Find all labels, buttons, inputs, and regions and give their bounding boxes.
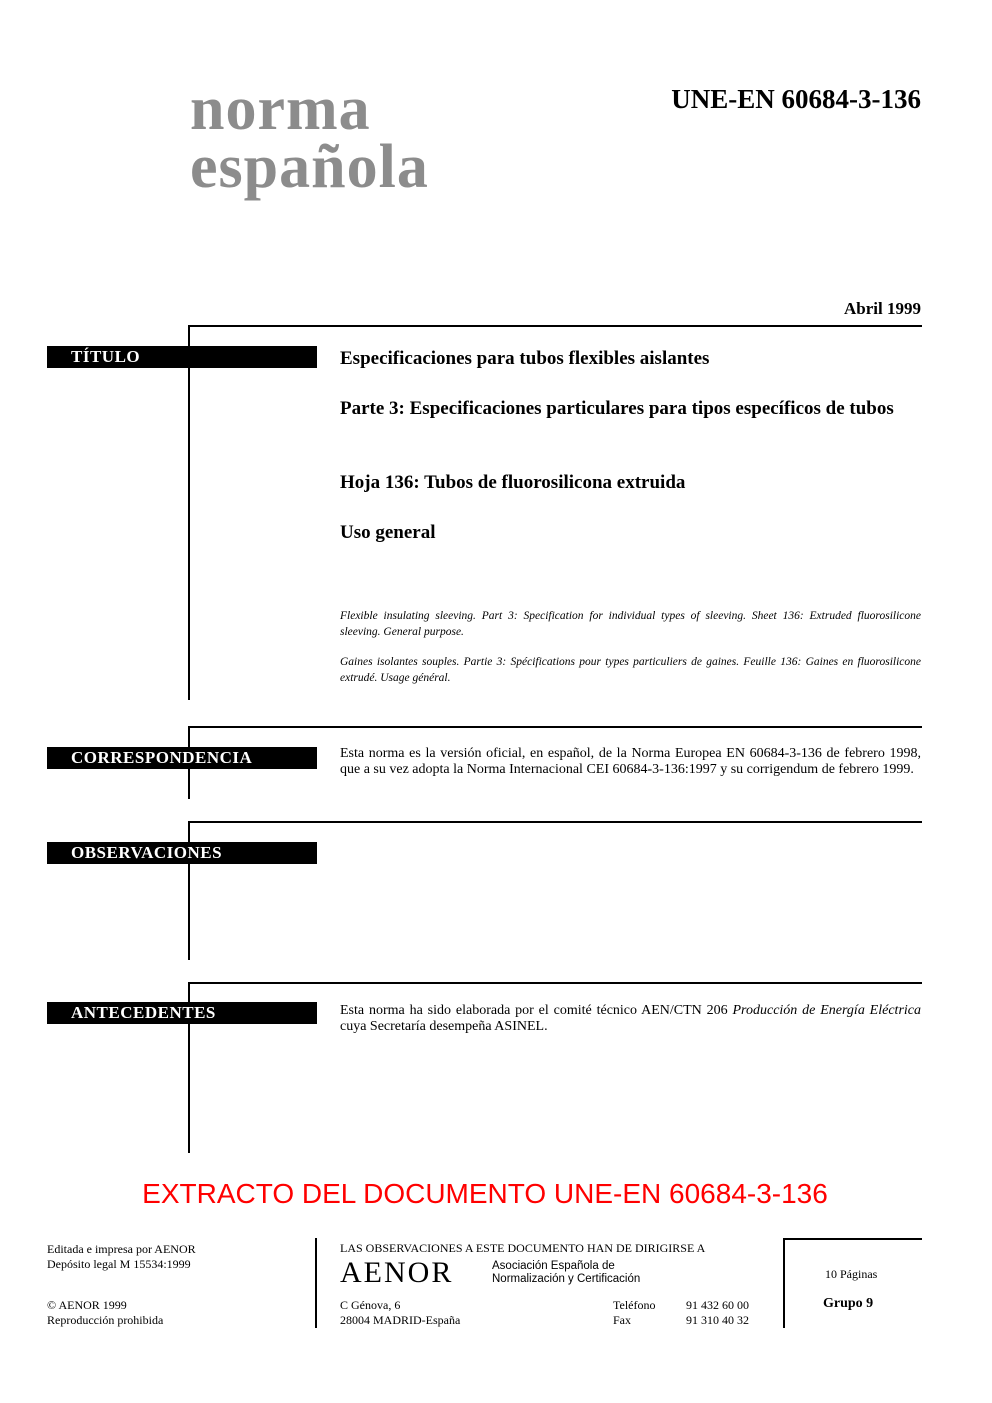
footer-divider (315, 1238, 317, 1328)
title-english: Flexible insulating sleeving. Part 3: Specification for individual types of sleeving. Sheet 136: Extruded fluorosilicone sleeving. General purpose. (340, 610, 921, 638)
extract-notice: EXTRACTO DEL DOCUMENTO UNE-EN 60684-3-136 (142, 1178, 828, 1209)
address-city: 28004 MADRID-España (340, 1313, 461, 1327)
section-label-antecedentes: ANTECEDENTES (47, 1002, 317, 1024)
document-sheet: Hoja 136: Tubos de fluorosilicona extruida (340, 472, 686, 493)
phone-label: Teléfono (613, 1298, 656, 1312)
section-divider (188, 821, 922, 823)
aenor-logo: AENOR (340, 1256, 454, 1289)
publication-date: Abril 1999 (844, 299, 921, 318)
section-label-correspondencia: CORRESPONDENCIA (47, 747, 317, 769)
footer-box-top (783, 1238, 922, 1240)
section-label-observaciones: OBSERVACIONES (47, 842, 317, 864)
address-street: C Génova, 6 (340, 1298, 401, 1312)
committee-name: Producción de Energía Eléctrica (732, 1003, 921, 1018)
legal-deposit: Depósito legal M 15534:1999 (47, 1257, 191, 1271)
section-divider (188, 325, 922, 327)
phone-number: 91 432 60 00 (686, 1298, 749, 1312)
edited-by: Editada e impresa por AENOR (47, 1242, 196, 1256)
section-label-titulo: TÍTULO (47, 346, 317, 368)
copyright: © AENOR 1999 (47, 1298, 127, 1312)
aenor-full-name-line-1: Asociación Española de (492, 1260, 615, 1272)
section-rule (188, 325, 190, 700)
page-count: 10 Páginas (825, 1267, 878, 1281)
document-use: Uso general (340, 522, 436, 543)
brand-line-1: norma (190, 75, 371, 143)
fax-label: Fax (613, 1313, 631, 1327)
antecedentes-text-end: cuya Secretaría desempeña ASINEL. (340, 1019, 548, 1034)
aenor-full-name-line-2: Normalización y Certificación (492, 1273, 641, 1285)
title-french: Gaines isolantes souples. Partie 3: Spécifications pour types particuliers de gaines. Feuille 136: Gaines en fluorosilicone extrudé. Usage général. (340, 656, 921, 684)
brand-title (190, 75, 429, 201)
standard-code: UNE-EN 60684-3-136 (671, 84, 921, 114)
document-part: Parte 3: Especificaciones particulares para tipos específicos de tubos (340, 398, 894, 419)
section-divider (188, 982, 922, 984)
reproduction-notice: Reproducción prohibida (47, 1313, 164, 1327)
correspondencia-text: Esta norma es la versión oficial, en español, de la Norma Europea EN 60684-3-136 de febrero 1998, que a su vez adopta la Norma Internacional CEI 60684-3-136:1997 y su corrigendum de febrero 1999. (340, 746, 921, 777)
brand-line-2: española (190, 133, 429, 201)
footer-box-left (783, 1238, 785, 1328)
fax-number: 91 310 40 32 (686, 1313, 749, 1327)
section-divider (188, 726, 922, 728)
aenor-full-name (492, 1260, 640, 1286)
observations-note: LAS OBSERVACIONES A ESTE DOCUMENTO HAN DE DIRIGIRSE A (340, 1241, 706, 1255)
document-title: Especificaciones para tubos flexibles aislantes (340, 348, 710, 369)
price-group: Grupo 9 (823, 1296, 874, 1311)
antecedentes-text (340, 1003, 921, 1035)
antecedentes-text-start: Esta norma ha sido elaborada por el comité técnico AEN/CTN 206 (340, 1003, 733, 1018)
